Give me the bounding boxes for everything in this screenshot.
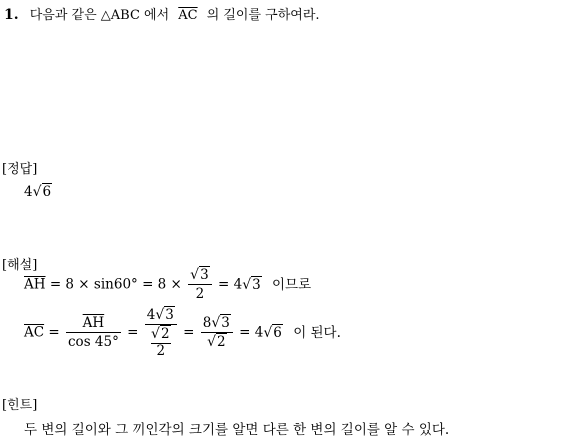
solution-line-2 bbox=[24, 308, 341, 359]
sqrt-icon: √ bbox=[207, 334, 216, 351]
sqrt-icon: √ bbox=[190, 267, 200, 283]
fraction-sqrt3-over-2 bbox=[188, 268, 212, 302]
sqrt-icon: √ bbox=[263, 324, 273, 341]
sqrt-icon: √ bbox=[151, 326, 160, 343]
line1-tail: 이므로 bbox=[272, 276, 312, 293]
line1-result-radicand: 3 bbox=[252, 276, 261, 293]
line2-tail: 이 된다. bbox=[293, 324, 341, 341]
answer-value bbox=[24, 184, 52, 200]
line1-frac-num-radicand: 3 bbox=[200, 267, 209, 283]
sqrt-icon: √ bbox=[32, 184, 42, 200]
line2-frac2-den-inner-den: 2 bbox=[156, 342, 166, 359]
line1-expr: = 8 × sin60° = 8 × bbox=[49, 276, 182, 293]
line1-eq: = 4 bbox=[217, 276, 243, 293]
question-text-before: 다음과 같은 △ABC 에서 bbox=[29, 8, 170, 23]
line2-frac2-den-inner-radicand: 2 bbox=[160, 326, 170, 343]
line2-eq4: = 4 bbox=[239, 324, 264, 341]
solution-line-1 bbox=[24, 268, 311, 302]
line2-frac1-num: $\overline{AH}$ bbox=[66, 316, 121, 333]
segment-ah: $\overline{AH}$ bbox=[24, 276, 46, 293]
line2-frac3-num-coef: 8 bbox=[202, 314, 212, 331]
hint-header: [힌트] bbox=[2, 398, 38, 413]
answer-coef: 4 bbox=[24, 184, 33, 200]
line2-frac1-den: cos 45° bbox=[68, 334, 119, 351]
solution-header: [해설] bbox=[2, 258, 38, 273]
nested-fraction-sqrt2-over-2 bbox=[151, 327, 171, 358]
fraction-4sqrt3-over-sqrt2-over-2 bbox=[145, 308, 177, 359]
line2-eq3: = bbox=[183, 324, 195, 341]
line2-eq1: = bbox=[48, 324, 60, 341]
line2-frac2-num-radicand: 3 bbox=[165, 307, 174, 323]
line2-eq2: = bbox=[127, 324, 139, 341]
question-segment-ac: $\overline{AC}$ bbox=[178, 8, 198, 23]
fraction-8sqrt3-over-sqrt2 bbox=[201, 316, 233, 351]
fraction-ah-over-cos45 bbox=[66, 316, 121, 350]
segment-ac: $\overline{AC}$ bbox=[24, 324, 45, 341]
line1-frac-den: 2 bbox=[195, 286, 205, 303]
answer-header: [정답] bbox=[2, 162, 38, 177]
question-number: 1. bbox=[4, 7, 19, 23]
line2-frac3-den-radicand: 2 bbox=[216, 334, 226, 351]
line2-frac3-num-radicand: 3 bbox=[221, 314, 230, 331]
sqrt-icon: √ bbox=[155, 307, 165, 323]
sqrt-icon: √ bbox=[211, 314, 221, 331]
line2-frac2-num-coef: 4 bbox=[146, 307, 156, 323]
hint-text: 두 변의 길이와 그 끼인각의 크기를 알면 다른 한 변의 길이를 알 수 있다. bbox=[24, 422, 450, 438]
question-text-after: 의 길이를 구하여라. bbox=[206, 8, 320, 23]
question-line bbox=[4, 4, 320, 23]
sqrt-icon: √ bbox=[242, 276, 252, 293]
line2-result-radicand: 6 bbox=[273, 324, 282, 341]
answer-radicand: 6 bbox=[42, 184, 52, 200]
